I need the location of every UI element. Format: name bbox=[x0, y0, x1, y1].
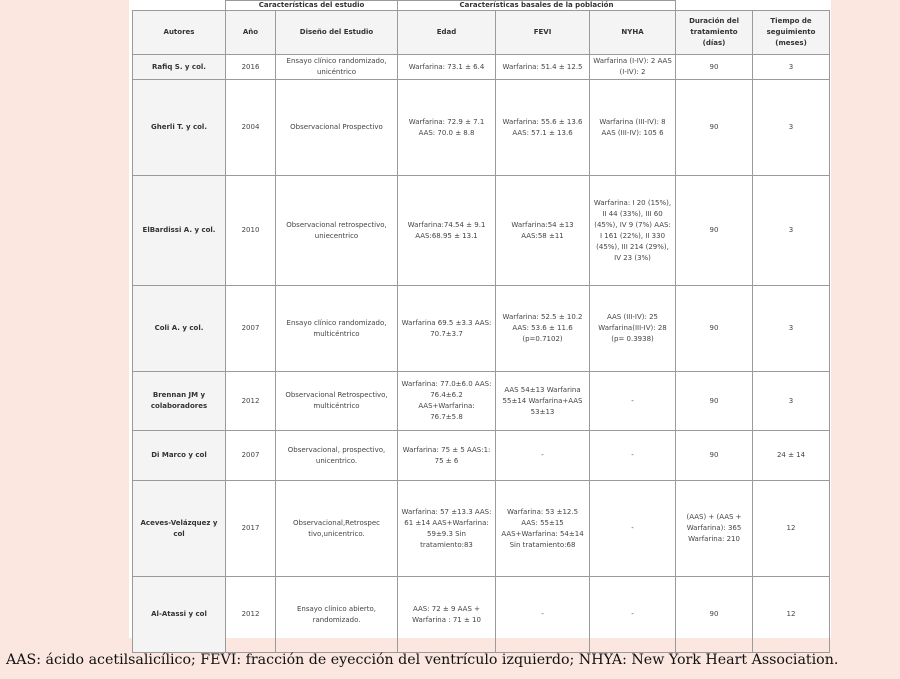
table-row bbox=[133, 577, 830, 653]
column-header-edad: Edad bbox=[398, 11, 496, 55]
cell-design: Observacional Prospectivo bbox=[276, 80, 398, 176]
table-row bbox=[133, 286, 830, 372]
cell-age: Warfarina: 77.0±6.0 AAS: 76.4±6.2 AAS+Warfarina: 76.7±5.8 bbox=[398, 372, 496, 431]
studies-table bbox=[132, 0, 830, 653]
cell-duration: 90 bbox=[676, 577, 753, 653]
table-sheet bbox=[129, 0, 831, 638]
table-caption: AAS: ácido acetilsalicílico; FEVI: fracción de eyección del ventrículo izquierdo; NHYA: New York Heart Association. bbox=[6, 652, 839, 668]
cell-age: Warfarina: 57 ±13.3 AAS: 61 ±14 AAS+Warfarina: 59±9.3 Sin tratamiento:83 bbox=[398, 481, 496, 577]
cell-fevi: Warfarina: 53 ±12.5 AAS: 55±15 AAS+Warfarina: 54±14 Sin tratamiento:68 bbox=[496, 481, 590, 577]
cell-fevi: Warfarina: 51.4 ± 12.5 bbox=[496, 55, 590, 80]
cell-duration: 90 bbox=[676, 372, 753, 431]
cell-year: 2007 bbox=[226, 286, 276, 372]
cell-author: ElBardissi A. y col. bbox=[133, 176, 226, 286]
cell-year: 2010 bbox=[226, 176, 276, 286]
cell-year: 2012 bbox=[226, 577, 276, 653]
cell-design: Ensayo clínico randomizado, multicéntrico bbox=[276, 286, 398, 372]
cell-design: Observacional,Retrospec tivo,unicentrico. bbox=[276, 481, 398, 577]
cell-followup: 12 bbox=[753, 481, 830, 577]
cell-age: Warfarina:74.54 ± 9.1 AAS:68.95 ± 13.1 bbox=[398, 176, 496, 286]
cell-design: Observacional, prospectivo, unicentrico. bbox=[276, 431, 398, 481]
cell-year: 2012 bbox=[226, 372, 276, 431]
column-header-diseno: Diseño del Estudio bbox=[276, 11, 398, 55]
cell-age: Warfarina 69.5 ±3.3 AAS: 70.7±3.7 bbox=[398, 286, 496, 372]
cell-age: Warfarina: 72.9 ± 7.1 AAS: 70.0 ± 8.8 bbox=[398, 80, 496, 176]
cell-design: Ensayo clínico abierto, randomizado. bbox=[276, 577, 398, 653]
cell-duration: 90 bbox=[676, 55, 753, 80]
cell-fevi: Warfarina:54 ±13 AAS:58 ±11 bbox=[496, 176, 590, 286]
table-row bbox=[133, 372, 830, 431]
cell-duration: 90 bbox=[676, 80, 753, 176]
table-row bbox=[133, 481, 830, 577]
column-header-ano: Año bbox=[226, 11, 276, 55]
column-header-autores: Autores bbox=[133, 11, 226, 55]
cell-duration: 90 bbox=[676, 286, 753, 372]
cell-year: 2004 bbox=[226, 80, 276, 176]
cell-nyha: Warfarina (I-IV): 2 AAS (I-IV): 2 bbox=[590, 55, 676, 80]
cell-author: Aceves-Velázquez y col bbox=[133, 481, 226, 577]
cell-nyha: - bbox=[590, 577, 676, 653]
cell-author: Al-Atassi y col bbox=[133, 577, 226, 653]
cell-fevi: Warfarina: 55.6 ± 13.6 AAS: 57.1 ± 13.6 bbox=[496, 80, 590, 176]
cell-year: 2007 bbox=[226, 431, 276, 481]
column-header-row bbox=[133, 11, 830, 55]
cell-author: Rafiq S. y col. bbox=[133, 55, 226, 80]
cell-nyha: - bbox=[590, 372, 676, 431]
cell-fevi: - bbox=[496, 431, 590, 481]
cell-followup: 3 bbox=[753, 372, 830, 431]
cell-followup: 3 bbox=[753, 80, 830, 176]
cell-duration: (AAS) + (AAS + Warfarina): 365 Warfarina: 210 bbox=[676, 481, 753, 577]
cell-design: Observacional Retrospectivo, multicéntrico bbox=[276, 372, 398, 431]
cell-nyha: - bbox=[590, 481, 676, 577]
cell-design: Ensayo clínico randomizado, unicéntrico bbox=[276, 55, 398, 80]
cell-followup: 3 bbox=[753, 55, 830, 80]
cell-fevi: - bbox=[496, 577, 590, 653]
cell-age: Warfarina: 73.1 ± 6.4 bbox=[398, 55, 496, 80]
cell-age: Warfarina: 75 ± 5 AAS:1: 75 ± 6 bbox=[398, 431, 496, 481]
column-header-seguimiento: Tiempo de seguimiento (meses) bbox=[753, 11, 830, 55]
cell-followup: 3 bbox=[753, 176, 830, 286]
group-header-population: Características basales de la población bbox=[398, 1, 676, 11]
cell-author: Di Marco y col bbox=[133, 431, 226, 481]
cell-duration: 90 bbox=[676, 431, 753, 481]
cell-nyha: AAS (III-IV): 25 Warfarina(III-IV): 28 (p= 0.3938) bbox=[590, 286, 676, 372]
table-row bbox=[133, 176, 830, 286]
cell-nyha: Warfarina: I 20 (15%), II 44 (33%), III 60 (45%), IV 9 (7%) AAS: I 161 (22%), II 330 (45%), III 214 (29%), IV 23 (3%) bbox=[590, 176, 676, 286]
cell-nyha: - bbox=[590, 431, 676, 481]
cell-followup: 3 bbox=[753, 286, 830, 372]
group-header-study: Características del estudio bbox=[226, 1, 398, 11]
cell-duration: 90 bbox=[676, 176, 753, 286]
cell-age: AAS: 72 ± 9 AAS + Warfarina : 71 ± 10 bbox=[398, 577, 496, 653]
cell-design: Observacional retrospectivo, uniecentrico bbox=[276, 176, 398, 286]
cell-followup: 12 bbox=[753, 577, 830, 653]
column-header-nyha: NYHA bbox=[590, 11, 676, 55]
column-header-fevi: FEVI bbox=[496, 11, 590, 55]
cell-author: Gherli T. y col. bbox=[133, 80, 226, 176]
group-header-row bbox=[133, 1, 830, 11]
table-row bbox=[133, 431, 830, 481]
cell-year: 2016 bbox=[226, 55, 276, 80]
cell-nyha: Warfarina (III-IV): 8 AAS (III-IV): 105 6 bbox=[590, 80, 676, 176]
cell-author: Brennan JM y colaboradores bbox=[133, 372, 226, 431]
cell-author: Coli A. y col. bbox=[133, 286, 226, 372]
cell-fevi: Warfarina: 52.5 ± 10.2 AAS: 53.6 ± 11.6 (p=0.7102) bbox=[496, 286, 590, 372]
cell-followup: 24 ± 14 bbox=[753, 431, 830, 481]
table-row bbox=[133, 55, 830, 80]
table-row bbox=[133, 80, 830, 176]
cell-year: 2017 bbox=[226, 481, 276, 577]
column-header-duracion: Duración del tratamiento (días) bbox=[676, 11, 753, 55]
cell-fevi: AAS 54±13 Warfarina 55±14 Warfarina+AAS 53±13 bbox=[496, 372, 590, 431]
